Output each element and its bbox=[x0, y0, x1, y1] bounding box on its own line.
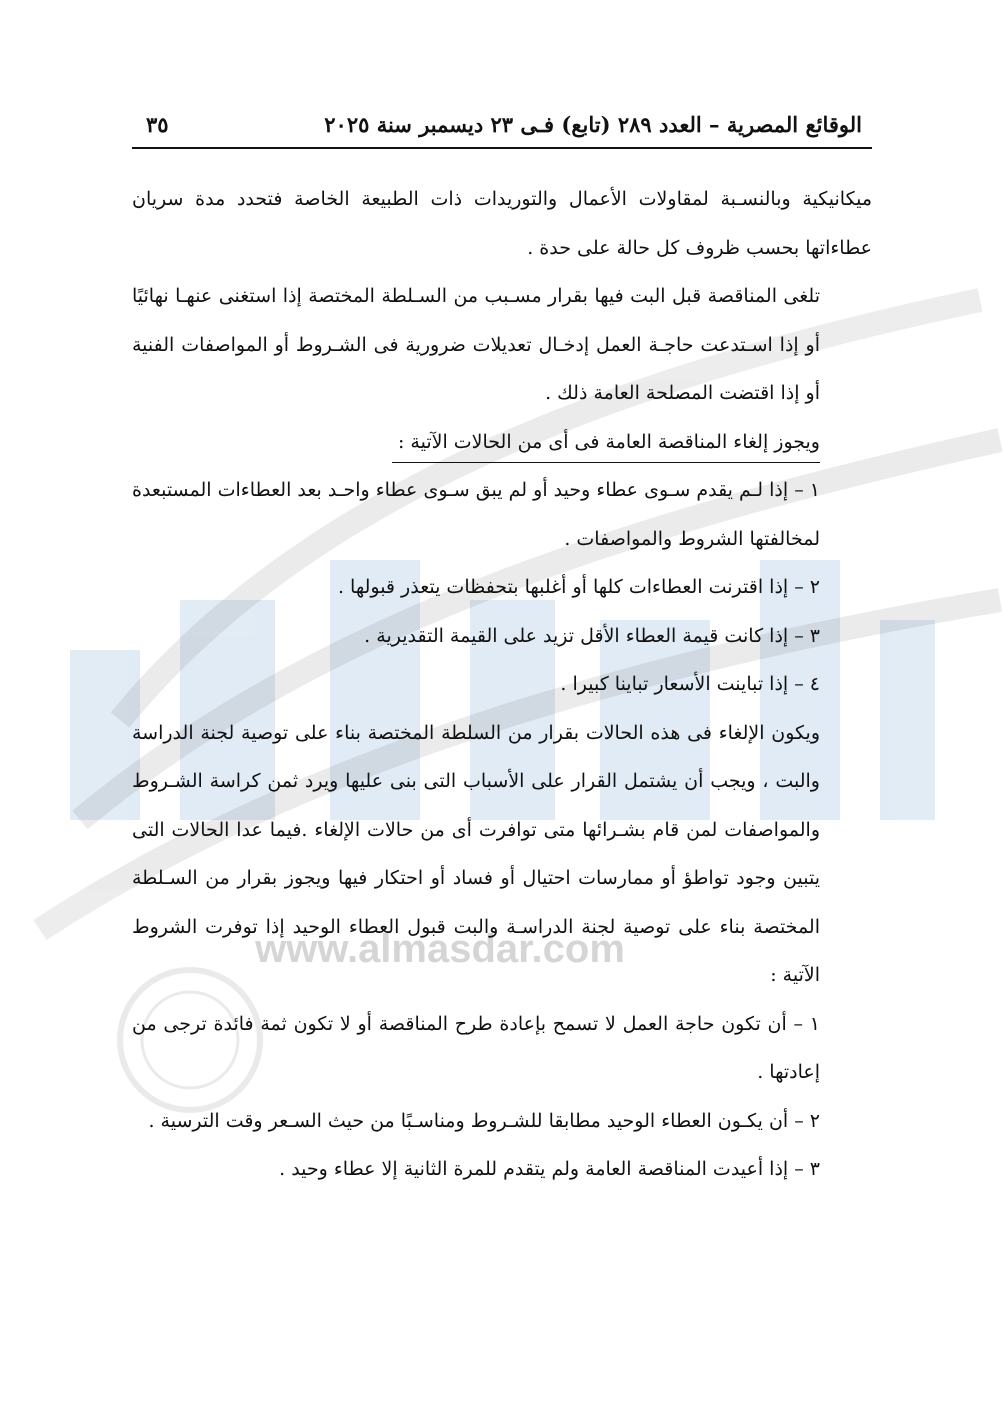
paragraph-offer-validity: ميكانيكية وبالنسـبة لمقاولات الأعمال والتوريدات ذات الطبيعة الخاصة فتحدد مدة سريان عطاءاتها بحسب ظروف كل حالة على حدة . bbox=[132, 188, 872, 259]
list-item-condition-3: ٣ – إذا أعيدت المناقصة العامة ولم يتقدم للمرة الثانية إلا عطاء وحيد . bbox=[279, 1158, 820, 1180]
list-item-case-3: ٣ – إذا كانت قيمة العطاء الأقل تزيد على القيمة التقديرية . bbox=[364, 624, 820, 647]
list-item-case-2: ٢ – إذا اقترنت العطاءات كلها أو أغلبها بتحفظات يتعذر قبولها . bbox=[337, 576, 820, 598]
list-item-case-4: ٤ – إذا تباينت الأسعار تباينا كبيرا . bbox=[560, 673, 820, 695]
list-item-condition-1: ١ – أن تكون حاجة العمل لا تسمح بإعادة طرح المناقصة أو لا تكون ثمة فائدة ترجى من إعادتها . bbox=[132, 1012, 820, 1083]
list-item-condition-2: ٢ – أن يكـون العطاء الوحيد مطابقا للشـروط ومناسـبًا من حيث السـعر وقت الترسية . bbox=[148, 1109, 820, 1132]
page-number: ٣٥ bbox=[146, 112, 169, 137]
paragraph-cancellation: تلغى المناقصة قبل البت فيها بقرار مسـبب من السـلطة المختصة إذا استغنى عنهـا نهائيًا أو إذا اسـتدعت حاجـة العمل إدخـال تعديلات ضرورية فى الشـروط أو المواصفات الفنية أو إذا اقتضت المصلحة العامة ذلك . bbox=[132, 285, 820, 404]
document-body bbox=[132, 175, 872, 1194]
page-header bbox=[132, 112, 872, 149]
header-title: الوقائع المصرية – العدد ٢٨٩ (تابع) فـى ٢٣ ديسمبر سنة ٢٠٢٥ bbox=[324, 112, 862, 137]
document-page bbox=[132, 112, 872, 1194]
cases-heading-text: ويجوز إلغاء المناقصة العامة فى أى من الحالات الآتية : bbox=[392, 422, 820, 463]
paragraph-cancellation-cases-heading bbox=[132, 418, 872, 467]
paragraph-cancellation-decision: ويكون الإلغاء فى هذه الحالات بقرار من السلطة المختصة بناء على توصية لجنة الدراسة والبت ، ويجب أن يشتمل القرار على الأسباب التى بنى عليها ويرد ثمن كراسة الشـروط والمواصفات لمن قام بشـرائها متى توافرت أى من حالات الإلغاء .فيما عدا الحالات التى يتبين وجود تواطؤ أو ممارسات احتيال أو فساد أو احتكار فيها ويجوز بقرار من السـلطة المختصة بناء على توصية لجنة الدراسـة والبت قبول العطاء الوحيد إذا توفرت الشروط الآتية : bbox=[132, 721, 821, 986]
watermark-url: www.almasdar.com bbox=[255, 927, 625, 971]
list-item-case-1: ١ – إذا لـم يقدم سـوى عطاء وحيد أو لم يبق سـوى عطاء واحـد بعد العطاءات المستبعدة لمخالفتها الشروط والمواصفات . bbox=[132, 479, 820, 550]
